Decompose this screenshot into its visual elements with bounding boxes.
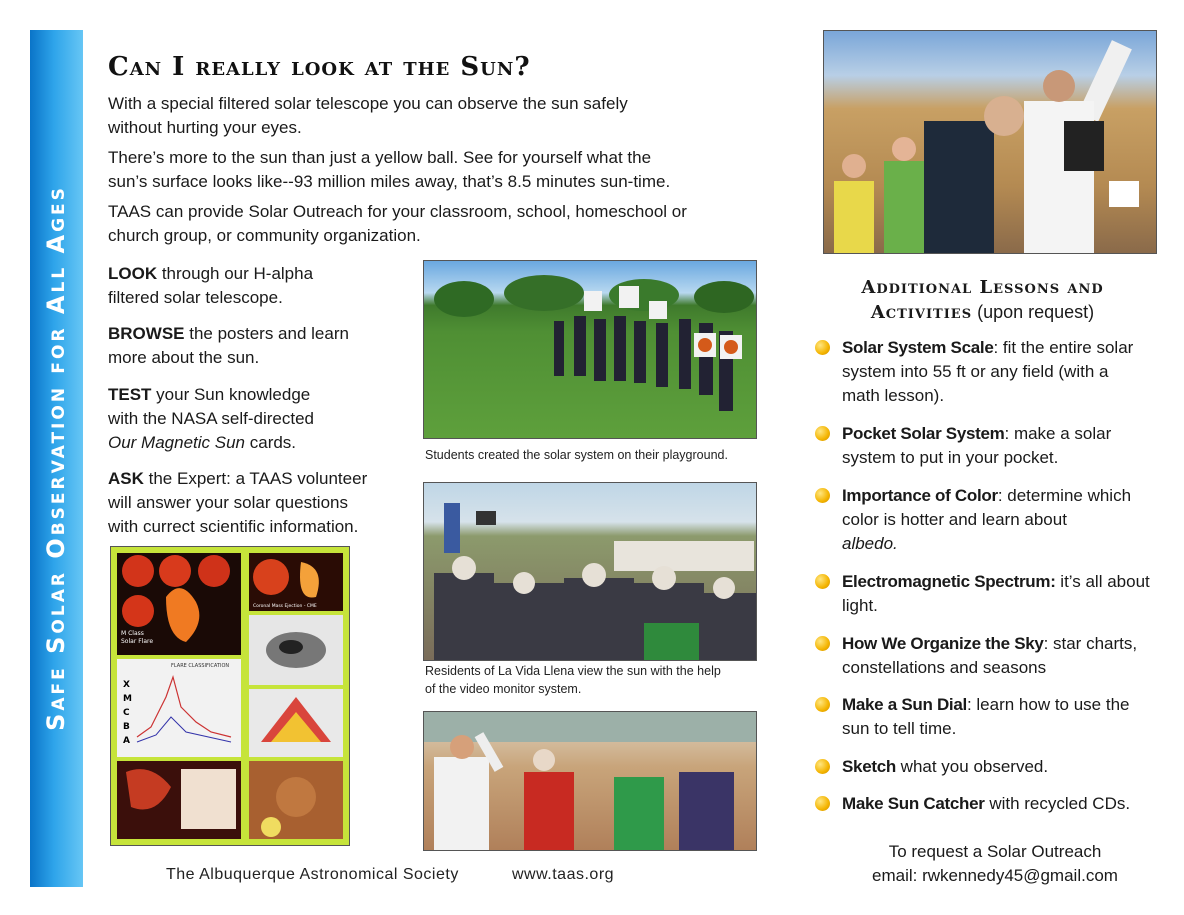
outreach-photo — [423, 711, 757, 851]
bullet-icon — [815, 426, 830, 441]
bullet-icon — [815, 636, 830, 651]
bullet-icon — [815, 340, 830, 355]
solar-poster-image — [110, 546, 350, 846]
intro-line: without hurting your eyes. — [108, 118, 302, 137]
bullet-icon — [815, 759, 830, 774]
residents-photo — [423, 482, 757, 661]
poster-letter: A — [123, 736, 130, 746]
poster-letter: B — [123, 722, 130, 732]
poster-label: Coronal Mass Ejection - CME — [253, 604, 317, 609]
playground-photo — [423, 260, 757, 439]
poster-label: M Class — [121, 630, 144, 637]
lesson-item: Importance of Color: determine which color is hotter and learn about albedo. — [842, 484, 1152, 556]
lessons-heading: Additional Lessons and Activities (upon request) — [861, 277, 1104, 323]
ask-item: ASK the Expert: a TAAS volunteer will answer your solar questions with currect scientific information. — [108, 469, 368, 536]
intro-line: TAAS can provide Solar Outreach for your classroom, school, homeschool or — [108, 202, 687, 221]
lesson-item: Pocket Solar System: make a solar system to put in your pocket. — [842, 422, 1152, 470]
sidebar-title: Safe Solar Observation for All Ages — [42, 185, 70, 731]
bullet-icon — [815, 488, 830, 503]
playground-caption: Students created the solar system on their playground. — [425, 448, 728, 462]
telescope-photo — [823, 30, 1157, 254]
intro-line: sun’s surface looks like--93 million miles away, that’s 8.5 minutes sun-time. — [108, 172, 671, 191]
contact-email: email: rwkennedy45@gmail.com — [872, 866, 1118, 885]
intro-line: With a special filtered solar telescope you can observe the sun safely — [108, 94, 628, 113]
lesson-item: Solar System Scale: fit the entire solar system into 55 ft or any field (with a math lesson). — [842, 336, 1152, 408]
bullet-icon — [815, 574, 830, 589]
residents-caption: Residents of La Vida Llena view the sun with the help of the video monitor system. — [425, 664, 721, 696]
lesson-item: Electromagnetic Spectrum: it’s all about light. — [842, 570, 1152, 618]
poster-label: Solar Flare — [121, 638, 154, 645]
lesson-item: Make Sun Catcher with recycled CDs. — [842, 792, 1152, 816]
browse-item: BROWSE the posters and learn more about the sun. — [108, 324, 349, 367]
test-item: TEST your Sun knowledge with the NASA self-directed Our Magnetic Sun cards. — [108, 385, 314, 452]
poster-letter: C — [123, 708, 130, 718]
footer-url[interactable]: www.taas.org — [512, 866, 615, 883]
intro-line: church group, or community organization. — [108, 226, 421, 245]
bullet-icon — [815, 697, 830, 712]
bullet-icon — [815, 796, 830, 811]
poster-letter: X — [123, 680, 130, 690]
page-title: Can I really look at the Sun? — [108, 52, 531, 82]
lesson-item: Sketch what you observed. — [842, 755, 1152, 779]
lesson-item: Make a Sun Dial: learn how to use the sun to tell time. — [842, 693, 1152, 741]
footer-org: The Albuquerque Astronomical Society — [166, 866, 459, 883]
look-item: LOOK through our H-alpha filtered solar telescope. — [108, 264, 314, 307]
poster-letter: M — [123, 694, 132, 704]
intro-line: There’s more to the sun than just a yellow ball. See for yourself what the — [108, 148, 652, 167]
poster-label: FLARE CLASSIFICATION — [171, 663, 230, 669]
request-contact: To request a Solar Outreach email: rwkennedy45@gmail.com — [872, 842, 1118, 885]
lesson-item: How We Organize the Sky: star charts, constellations and seasons — [842, 632, 1152, 680]
